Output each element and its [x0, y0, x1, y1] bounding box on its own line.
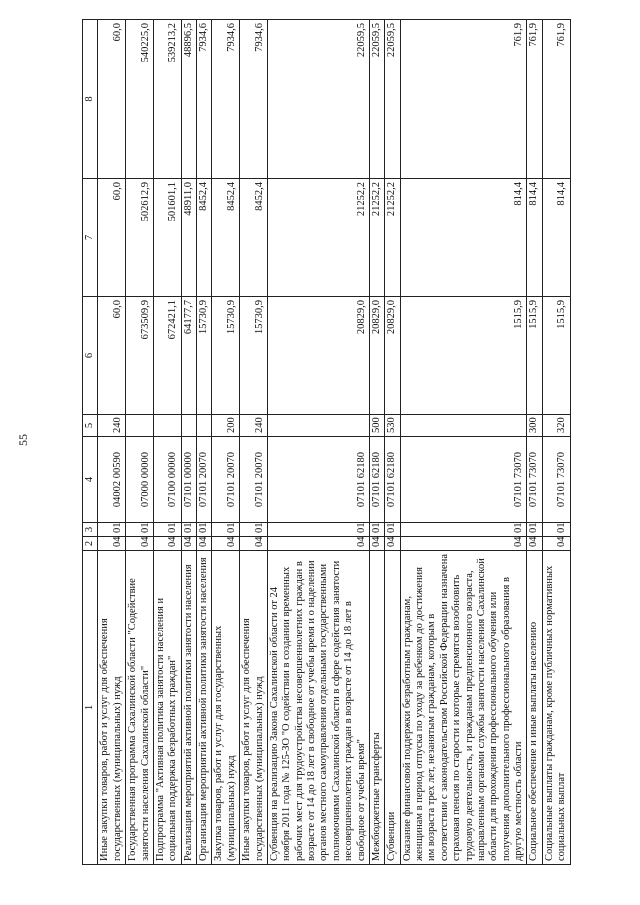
- row-value-col7: 814,4: [542, 179, 570, 297]
- table-row: [385, 20, 400, 865]
- row-expense-type: 300: [527, 415, 542, 437]
- row-name: Субвенция на реализацию Закона Сахалинской области от 24 ноября 2011 года № 125-ЗО "О содействии в создании временных рабочих мест для трудоустройства несовершеннолетних граждан в возрасте от 14 до 18 лет в свободное от учебы время и о наделении органов местного самоуправления отдельными государственными полномочиями Сахалинской области в сфере содействия занятости несовершеннолетних граждан в возрасте от 14 до 18 лет в свободное от учебы время": [267, 551, 369, 865]
- row-value-col7: 21252,2: [385, 179, 400, 297]
- row-value-col6: 1515,9: [542, 297, 570, 415]
- row-section: 04: [542, 537, 570, 551]
- row-expense-type: 500: [369, 415, 384, 437]
- row-subsection: 01: [385, 523, 400, 537]
- header-col-1: 1: [83, 551, 98, 865]
- row-value-col8: 761,9: [400, 20, 527, 179]
- row-expense-type: [197, 415, 212, 437]
- row-value-col8: 60,0: [98, 20, 126, 179]
- row-expense-type: 240: [98, 415, 126, 437]
- row-section: 04: [240, 537, 268, 551]
- row-target-article: 04002 00590: [98, 437, 126, 523]
- row-target-article: 07101 62180: [267, 437, 369, 523]
- row-value-col6: 15730,9: [212, 297, 240, 415]
- row-subsection: 01: [197, 523, 212, 537]
- row-section: 04: [527, 537, 542, 551]
- row-value-col6: 60,0: [98, 297, 126, 415]
- row-target-article: 07101 73070: [542, 437, 570, 523]
- row-value-col6: 20829,0: [267, 297, 369, 415]
- row-value-col8: 48896,5: [181, 20, 196, 179]
- table-row: [126, 20, 154, 865]
- row-value-col7: 502612,9: [126, 179, 154, 297]
- row-value-col6: 20829,0: [369, 297, 384, 415]
- row-value-col6: 15730,9: [240, 297, 268, 415]
- row-subsection: 01: [267, 523, 369, 537]
- header-col-3: 3: [83, 523, 98, 537]
- row-target-article: 07100 00000: [153, 437, 181, 523]
- row-name: Организация мероприятий активной политики занятости населения: [197, 551, 212, 865]
- table-row: [197, 20, 212, 865]
- page-number: 55: [16, 434, 30, 446]
- row-value-col8: 22059,5: [385, 20, 400, 179]
- row-subsection: 01: [126, 523, 154, 537]
- row-value-col7: 8452,4: [212, 179, 240, 297]
- table-row: [527, 20, 542, 865]
- row-value-col7: 21252,2: [267, 179, 369, 297]
- row-value-col6: 64177,7: [181, 297, 196, 415]
- row-value-col8: 22059,5: [267, 20, 369, 179]
- row-target-article: 07101 73070: [527, 437, 542, 523]
- row-section: 04: [126, 537, 154, 551]
- row-section: 04: [369, 537, 384, 551]
- row-value-col6: 673509,9: [126, 297, 154, 415]
- header-col-6: 6: [83, 297, 98, 415]
- row-section: 04: [400, 537, 527, 551]
- row-subsection: 01: [369, 523, 384, 537]
- row-value-col7: 814,4: [400, 179, 527, 297]
- row-section: 04: [267, 537, 369, 551]
- row-expense-type: 200: [212, 415, 240, 437]
- row-name: Межбюджетные трансферты: [369, 551, 384, 865]
- row-target-article: 07101 00000: [181, 437, 196, 523]
- row-section: 04: [153, 537, 181, 551]
- row-section: 04: [197, 537, 212, 551]
- row-target-article: 07101 62180: [385, 437, 400, 523]
- row-name: Субвенции: [385, 551, 400, 865]
- table-row: [153, 20, 181, 865]
- row-subsection: 01: [181, 523, 196, 537]
- row-value-col7: 60,0: [98, 179, 126, 297]
- row-value-col6: 672421,1: [153, 297, 181, 415]
- row-target-article: 07101 73070: [400, 437, 527, 523]
- row-subsection: 01: [240, 523, 268, 537]
- table-row: [542, 20, 570, 865]
- row-value-col8: 761,9: [542, 20, 570, 179]
- row-name: Реализация мероприятий активной политики занятости населения: [181, 551, 196, 865]
- row-subsection: 01: [527, 523, 542, 537]
- row-value-col7: 48911,0: [181, 179, 196, 297]
- row-expense-type: [153, 415, 181, 437]
- row-name: Закупка товаров, работ и услуг для государственных (муниципальных) нужд: [212, 551, 240, 865]
- row-value-col7: 501601,1: [153, 179, 181, 297]
- row-value-col8: 539213,2: [153, 20, 181, 179]
- row-name: Иные закупки товаров, работ и услуг для обеспечения государственных (муниципальных) нужд: [98, 551, 126, 865]
- row-value-col8: 7934,6: [212, 20, 240, 179]
- row-section: 04: [385, 537, 400, 551]
- row-subsection: 01: [542, 523, 570, 537]
- row-name: Социальные выплаты гражданам, кроме публичных нормативных социальных выплат: [542, 551, 570, 865]
- row-expense-type: [126, 415, 154, 437]
- row-value-col7: 21252,2: [369, 179, 384, 297]
- table-row: [181, 20, 196, 865]
- table-row: [400, 20, 527, 865]
- row-value-col8: 7934,6: [197, 20, 212, 179]
- table-row: [240, 20, 268, 865]
- header-col-2: 2: [83, 537, 98, 551]
- row-name: Социальное обеспечение и иные выплаты населению: [527, 551, 542, 865]
- table-row: [98, 20, 126, 865]
- row-expense-type: 530: [385, 415, 400, 437]
- row-value-col7: 8452,4: [240, 179, 268, 297]
- row-value-col8: 22059,5: [369, 20, 384, 179]
- row-expense-type: 320: [542, 415, 570, 437]
- row-value-col7: 8452,4: [197, 179, 212, 297]
- row-section: 04: [212, 537, 240, 551]
- row-value-col6: 1515,9: [527, 297, 542, 415]
- header-row: [83, 20, 98, 865]
- row-subsection: 01: [212, 523, 240, 537]
- row-value-col6: 15730,9: [197, 297, 212, 415]
- header-col-7: 7: [83, 179, 98, 297]
- row-subsection: 01: [98, 523, 126, 537]
- row-target-article: 07000 00000: [126, 437, 154, 523]
- row-expense-type: [400, 415, 527, 437]
- row-value-col6: 1515,9: [400, 297, 527, 415]
- row-expense-type: 240: [240, 415, 268, 437]
- row-section: 04: [98, 537, 126, 551]
- row-value-col7: 814,4: [527, 179, 542, 297]
- row-value-col8: 540225,0: [126, 20, 154, 179]
- header-col-8: 8: [83, 20, 98, 179]
- row-name: Оказание финансовой поддержки безработным гражданам, женщинам в период отпуска по уходу за ребенком до достижения им возраста трех лет, незанятым гражданам, которым в соответствии с законодательством Российской Федерации назначена страховая пенсия по старости и которые стремятся возобновить трудовую деятельность, и гражданам предпенсионного возраста, направленным органами службы занятости населения Сахалинской области для прохождения профессионального обучения или получения дополнительного профессионального образования в другую местность области: [400, 551, 527, 865]
- header-col-4: 4: [83, 437, 98, 523]
- table-row: [369, 20, 384, 865]
- row-value-col8: 761,9: [527, 20, 542, 179]
- row-name: Подпрограмма "Активная политика занятости населения и социальная поддержка безработных граждан": [153, 551, 181, 865]
- row-expense-type: [267, 415, 369, 437]
- table-row: [267, 20, 369, 865]
- rotated-budget-table-wrapper: [82, 20, 602, 865]
- row-name: Иные закупки товаров, работ и услуг для обеспечения государственных (муниципальных) нужд: [240, 551, 268, 865]
- budget-table: [82, 19, 571, 865]
- row-subsection: 01: [153, 523, 181, 537]
- row-target-article: 07101 20070: [212, 437, 240, 523]
- row-target-article: 07101 62180: [369, 437, 384, 523]
- row-value-col6: 20829,0: [385, 297, 400, 415]
- row-section: 04: [181, 537, 196, 551]
- row-value-col8: 7934,6: [240, 20, 268, 179]
- row-subsection: 01: [400, 523, 527, 537]
- table-row: [212, 20, 240, 865]
- row-name: Государственная программа Сахалинской области "Содействие занятости населения Сахалинской области": [126, 551, 154, 865]
- row-expense-type: [181, 415, 196, 437]
- header-col-5: 5: [83, 415, 98, 437]
- row-target-article: 07101 20070: [240, 437, 268, 523]
- row-target-article: 07101 20070: [197, 437, 212, 523]
